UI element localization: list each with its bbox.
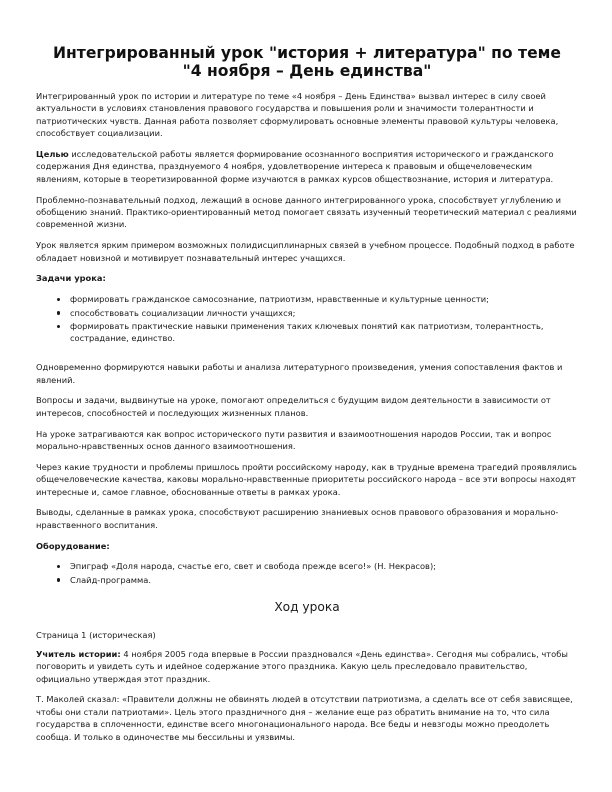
document-title	[36, 44, 578, 80]
title-line-2: "4 ноября – День единства"	[182, 62, 432, 80]
tasks-heading: Задачи урока:	[36, 273, 106, 284]
list-item: способствовать социализации личности учащихся;	[70, 307, 578, 319]
page1-label: Страница 1 (историческая)	[36, 630, 156, 641]
spacer	[36, 353, 578, 361]
skills-paragraph: Одновременно формируются навыки работы и анализа литературного произведения, умения сопоставления фактов и явлений.	[36, 362, 563, 385]
intro-paragraph: Интегрированный урок по истории и литературе по теме «4 ноября – День Единства» вызвал интерес в силу своей актуальности в условиях становления правового государства и повышения роли и значимости толерантности и патриотических чувств. Данная работа позволяет сформулировать основные элементы правовой культуры человека, способствует социализации.	[36, 91, 559, 139]
equipment-heading: Оборудование:	[36, 540, 110, 551]
goal-label: Целью	[36, 149, 69, 160]
list-item: Эпиграф «Доля народа, счастье его, свет и свобода прежде всего!» (Н. Некрасов);	[70, 560, 578, 572]
difficulties-paragraph: Через какие трудности и проблемы пришлось пройти российскому народу, как в трудные времена трагедий проявлялись общечеловеческие качества, каковы морально-нравственные приоритеты российского народа – все эти вопросы находят интересные и, самое главное, обоснованные ответы в рамках урока.	[36, 461, 577, 497]
interdisciplinary-paragraph: Урок является ярким примером возможных полидисциплинарных связей в учебном процессе. Подобный подход в работе обладает новизной и мотивирует познавательный интерес учащихся.	[36, 240, 575, 263]
macaulay-paragraph: Т. Маколей сказал: «Правители должны не обвинять людей в отсутствии патриотизма, а сделать все от себя зависящее, чтобы они стали патриотами». Цель этого праздничного дня – желание еще раз обратить внимание на то, что сила государства в сплоченности, единстве всего многонационального народа. Все беды и невзгоды можно преодолеть сообща. И только в одиночестве мы бессильны и уязвимы.	[36, 694, 573, 742]
tasks-list	[36, 293, 578, 345]
teacher-paragraph	[36, 648, 578, 685]
conclusions-paragraph: Выводы, сделанные в рамках урока, способствуют расширению знаниевых основ правового образования и морально-нравственного воспитания.	[36, 507, 559, 530]
questions-paragraph: Вопросы и задачи, выдвинутые на уроке, помогают определиться с будущим видом деятельности в зависимости от интересов, способностей и последующих жизненных планов.	[36, 395, 551, 418]
approach-paragraph: Проблемно-познавательный подход, лежащий в основе данного интегрированного урока, способствует углублению и обобщению знаний. Практико-ориентированный метод помогает связать изученный теоретический материал с реалиями современной жизни.	[36, 194, 577, 230]
history-path-paragraph: На уроке затрагиваются как вопрос исторического пути развития и взаимоотношения народов России, так и вопрос морально-нравственных основ данного взаимоотношения.	[36, 428, 552, 452]
equipment-list	[36, 560, 578, 586]
teacher-label: Учитель истории:	[36, 648, 121, 659]
teacher-text: 4 ноября 2005 года впервые в России праздновался «День единства». Сегодня мы собрались, чтобы поговорить и увидеть суть и идейное содержание этого праздника. Какую цель преследовало правительство, официально утверждая этот праздник.	[36, 648, 568, 684]
lesson-heading: Ход урока	[274, 600, 340, 615]
list-item: формировать практические навыки применения таких ключевых понятий как патриотизм, толерантность, сострадание, единство.	[70, 320, 578, 345]
title-line-1: Интегрированный урок "история + литература" по теме	[52, 44, 561, 62]
goal-text: исследовательской работы является формирование осознанного восприятия исторического и гражданского содержания Дня единства, празднуемого 4 ноября, удовлетворение интереса к правовым и общечеловеческим явлениям, которые в теоретизированной форме изучаются в рамках курсов обществознание, история и литература.	[36, 149, 554, 184]
list-item: Слайд-программа.	[70, 574, 578, 586]
list-item: формировать гражданское самосознание, патриотизм, нравственные и культурные ценности;	[70, 293, 578, 305]
goal-paragraph	[36, 148, 578, 185]
